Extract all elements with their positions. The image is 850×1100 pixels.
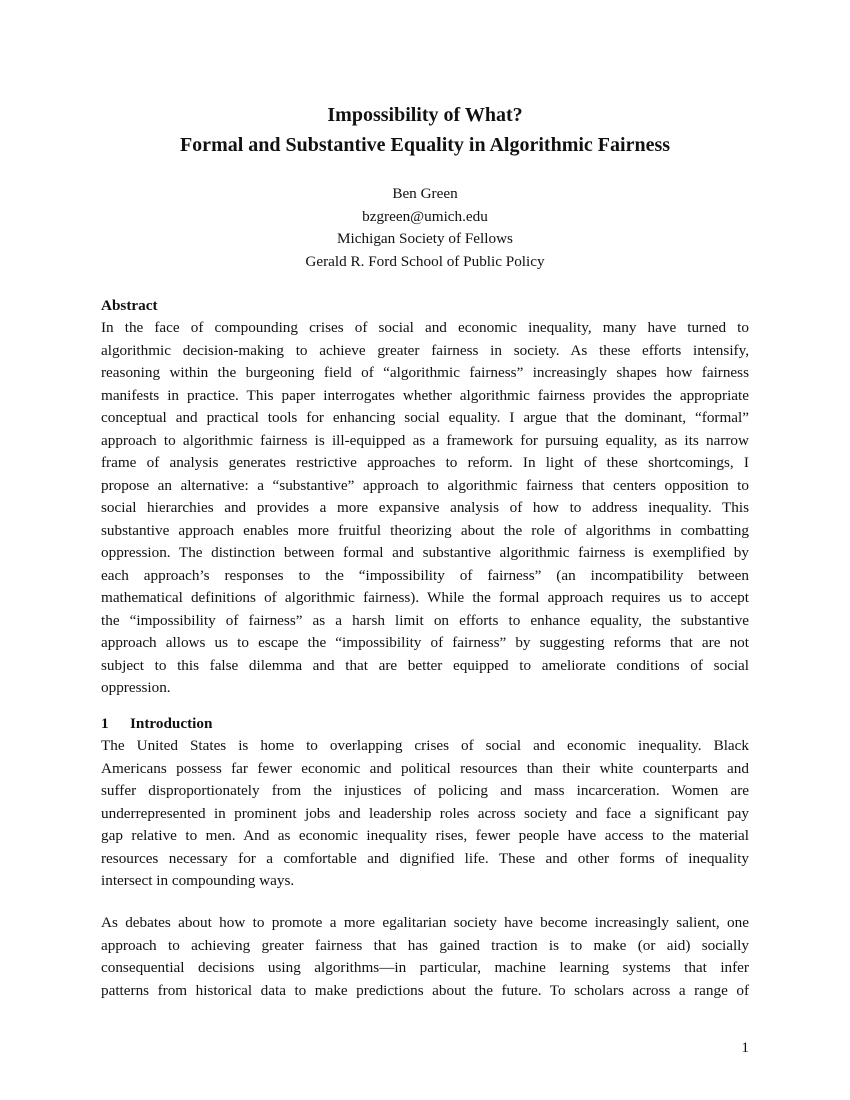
author-affiliation-1: Michigan Society of Fellows: [337, 230, 513, 247]
intro-line: The United States is home to overlapping crises of social and economic inequality. Black: [101, 737, 749, 754]
intro-line: consequential decisions using algorithms—in particular, machine learning systems that infer: [101, 959, 749, 976]
intro-line: As debates about how to promote a more egalitarian society have become increasingly salient, one: [101, 914, 749, 931]
abstract-heading: [101, 295, 158, 318]
paper-title: [101, 100, 749, 160]
page-number: 1: [741, 1039, 749, 1056]
intro-line: resources necessary for a comfortable and dignified life. These and other forms of inequality: [101, 849, 749, 867]
author-block: [101, 183, 749, 273]
abstract-line: frame of analysis generates restrictive approaches to reform. In light of these shortcomings, I: [101, 454, 749, 471]
intro-line: Americans possess far fewer economic and political resources than their white counterparts and: [101, 759, 749, 777]
abstract-body: [101, 317, 749, 700]
author-affiliation-2: Gerald R. Ford School of Public Policy: [305, 252, 545, 270]
section-number: 1: [101, 715, 109, 732]
abstract-heading-text: Abstract: [101, 297, 158, 314]
title-line-1: Impossibility of What?: [327, 104, 523, 126]
paper-page: [101, 0, 749, 1100]
abstract-line: mathematical definitions of algorithmic fairness). While the formal approach requires us to accept: [101, 589, 749, 606]
intro-line: suffer disproportionately from the injustices of policing and mass incarceration. Women are: [101, 782, 749, 799]
abstract-line: conceptual and practical tools for enhancing social equality. I argue that the dominant, “formal”: [101, 409, 749, 426]
abstract-line: algorithmic decision-making to achieve greater fairness in society. As these efforts intensify,: [101, 341, 749, 359]
abstract-line: propose an alternative: a “substantive” approach to algorithmic fairness that centers opposition to: [101, 476, 749, 494]
intro-line: approach to achieving greater fairness that has gained traction is to make (or aid) socially: [101, 936, 749, 954]
introduction-paragraph-1: [101, 735, 749, 893]
introduction-heading: [101, 713, 212, 736]
abstract-line: oppression. The distinction between formal and substantive algorithmic fairness is exemplified by: [101, 544, 749, 561]
section-title: Introduction: [130, 715, 213, 732]
intro-line: patterns from historical data to make predictions about the future. To scholars across a range of: [101, 981, 749, 999]
abstract-line: each approach’s responses to the “impossibility of fairness” (an incompatibility between: [101, 566, 749, 584]
abstract-line: approach to algorithmic fairness is ill-equipped as a framework for pursuing equality, as its narrow: [101, 431, 749, 449]
abstract-line: social hierarchies and provides a more expansive analysis of how to address inequality. This: [101, 499, 749, 516]
abstract-line: approach allows us to escape the “impossibility of fairness” by suggesting reforms that are not: [101, 634, 749, 651]
abstract-line: In the face of compounding crises of social and economic inequality, many have turned to: [101, 319, 749, 336]
abstract-line: reasoning within the burgeoning field of “algorithmic fairness” increasingly shapes how fairness: [101, 364, 749, 381]
abstract-line: the “impossibility of fairness” as a harsh limit on efforts to enhance equality, the substantive: [101, 611, 749, 629]
abstract-line: oppression.: [101, 679, 171, 696]
author-email: bzgreen@umich.edu: [362, 207, 488, 225]
intro-line: underrepresented in prominent jobs and leadership roles across society and face a significant pay: [101, 804, 749, 822]
abstract-line: subject to this false dilemma and that are better equipped to ameliorate conditions of social: [101, 656, 749, 674]
author-name: Ben Green: [392, 185, 458, 202]
abstract-line: substantive approach enables more fruitful theorizing about the role of algorithms in combatting: [101, 521, 749, 539]
intro-line: intersect in compounding ways.: [101, 872, 295, 889]
title-line-2: Formal and Substantive Equality in Algorithmic Fairness: [179, 134, 671, 156]
abstract-line: manifests in practice. This paper interrogates whether algorithmic fairness provides the appropriate: [101, 386, 749, 404]
intro-line: gap relative to men. And as economic inequality rises, fewer people have access to the material: [101, 827, 749, 844]
introduction-paragraph-2: [101, 912, 749, 1002]
